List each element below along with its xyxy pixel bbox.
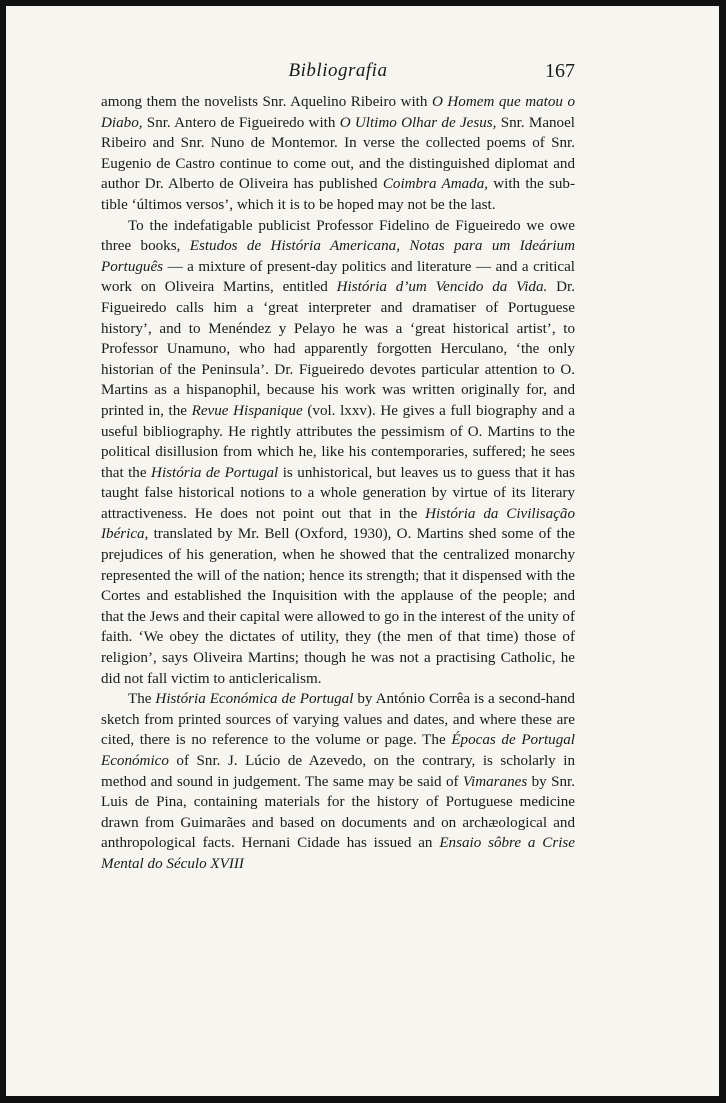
text-run: Snr. Antero de Figueiredo with <box>142 114 340 131</box>
scan-border-top <box>0 0 726 6</box>
text-run: Dr. Figueiredo calls him a ‘great interpreter and dramatiser of Portuguese history’, and to Menéndez y Pelayo he was a ‘great historical artist’, to Professor Unamuno, who had apparently forgotten Herculano, ‘the only historian of the Peninsula’. Dr. Figueiredo devotes particular attention to O. Martins as a hispanophil, because his work was written originally for, and printed in, the <box>101 279 575 419</box>
italic-title-run: O Homem que matou o Diabo, <box>101 94 576 131</box>
running-head <box>101 58 575 92</box>
text-run: Snr. Manoel Ribeiro and Snr. Nuno de Montemor. In verse the collected poems of Snr. Eugenio de Castro continue to come out, and the distinguished diplomat and author Dr. Alberto de Oliveira has published <box>101 114 576 193</box>
scan-border-left <box>0 0 6 1103</box>
italic-title-run: História d’um Vencido da Vida. <box>336 279 548 296</box>
running-title: Bibliografia <box>288 60 388 81</box>
italic-title-run: Vimaranes <box>462 773 528 790</box>
italic-title-run: Revue Hispanique <box>191 402 303 419</box>
text-run: by António Corrêa is a second-hand sketch from printed sources of varying values and dates, and where these are cited, there is no reference to the volume or page. The <box>101 691 575 749</box>
text-run: translated by Mr. Bell (Oxford, 1930), O. Martins shed some of the prejudices of his generation, when he showed that the centralized monarchy represented the will of the nation; hence its strength; that it dispensed with the Cortes and established the Inquisition with the applause of the people; and that the Jews and their capital were allowed to go in the interest of the unity of faith. ‘We obey the dictates of utility, they (the men of that time) those of religion’, says Oliveira Martins; though he was not a practising Catholic, he did not fall victim to anticlericalism. <box>101 526 575 687</box>
text-run: The <box>128 691 156 708</box>
page-number: 167 <box>545 60 575 82</box>
italic-title-run: História de Portugal <box>151 464 279 481</box>
book-page <box>101 58 575 875</box>
text-run: of Snr. J. Lúcio de Azevedo, on the contrary, is scholarly in method and sound in judgement. The same may be said of <box>101 753 575 790</box>
scan-border-right <box>719 0 726 1103</box>
italic-title-run: O Ultimo Olhar de Jesus, <box>339 114 497 131</box>
paragraph-2 <box>101 216 575 690</box>
text-run: is unhistorical, but leaves us to guess that it has taught false historical notions to a whole generation by virtue of its literary attractiveness. He does not point out that in the <box>101 464 575 522</box>
italic-title-run: Coimbra Amada, <box>382 176 489 193</box>
text-run: with the sub-tible ‘últimos versos’, which it is to be hoped may not be the last. <box>101 176 575 213</box>
scan-border-bottom <box>0 1096 726 1103</box>
paragraph-1 <box>101 92 575 216</box>
italic-title-run: Estudos de História Americana, Notas para um Ideárium Português <box>101 238 575 275</box>
text-run: To the indefatigable publicist Professor Fidelino de Figueiredo we owe three books, <box>101 217 575 255</box>
italic-title-run: Ensaio sôbre a Crise Mental do Século XVIII <box>101 835 576 872</box>
italic-title-run: Épocas de Portugal Económico <box>101 732 575 769</box>
text-run: (vol. lxxv). He gives a full biography and a useful bibliography. He rightly attributes the pessimism of O. Martins to the political disillusion from which he, like his contemporaries, suffered; he sees that the <box>101 402 576 481</box>
italic-title-run: História da Civilisação Ibérica, <box>101 505 576 543</box>
paragraph-3 <box>101 689 575 874</box>
text-run: among them the novelists Snr. Aquelino Ribeiro with <box>101 94 432 110</box>
text-run: by Snr. Luis de Pina, containing materials for the history of Portuguese medicine drawn from Guimarães and based on documents and on archæological and anthropological facts. Hernani Cidade has issued an <box>101 773 575 852</box>
body-text <box>101 92 575 875</box>
text-run: — a mixture of present-day politics and literature — and a critical work on Oliveira Martins, entitled <box>101 258 575 296</box>
italic-title-run: História Económica de Portugal <box>155 691 354 708</box>
